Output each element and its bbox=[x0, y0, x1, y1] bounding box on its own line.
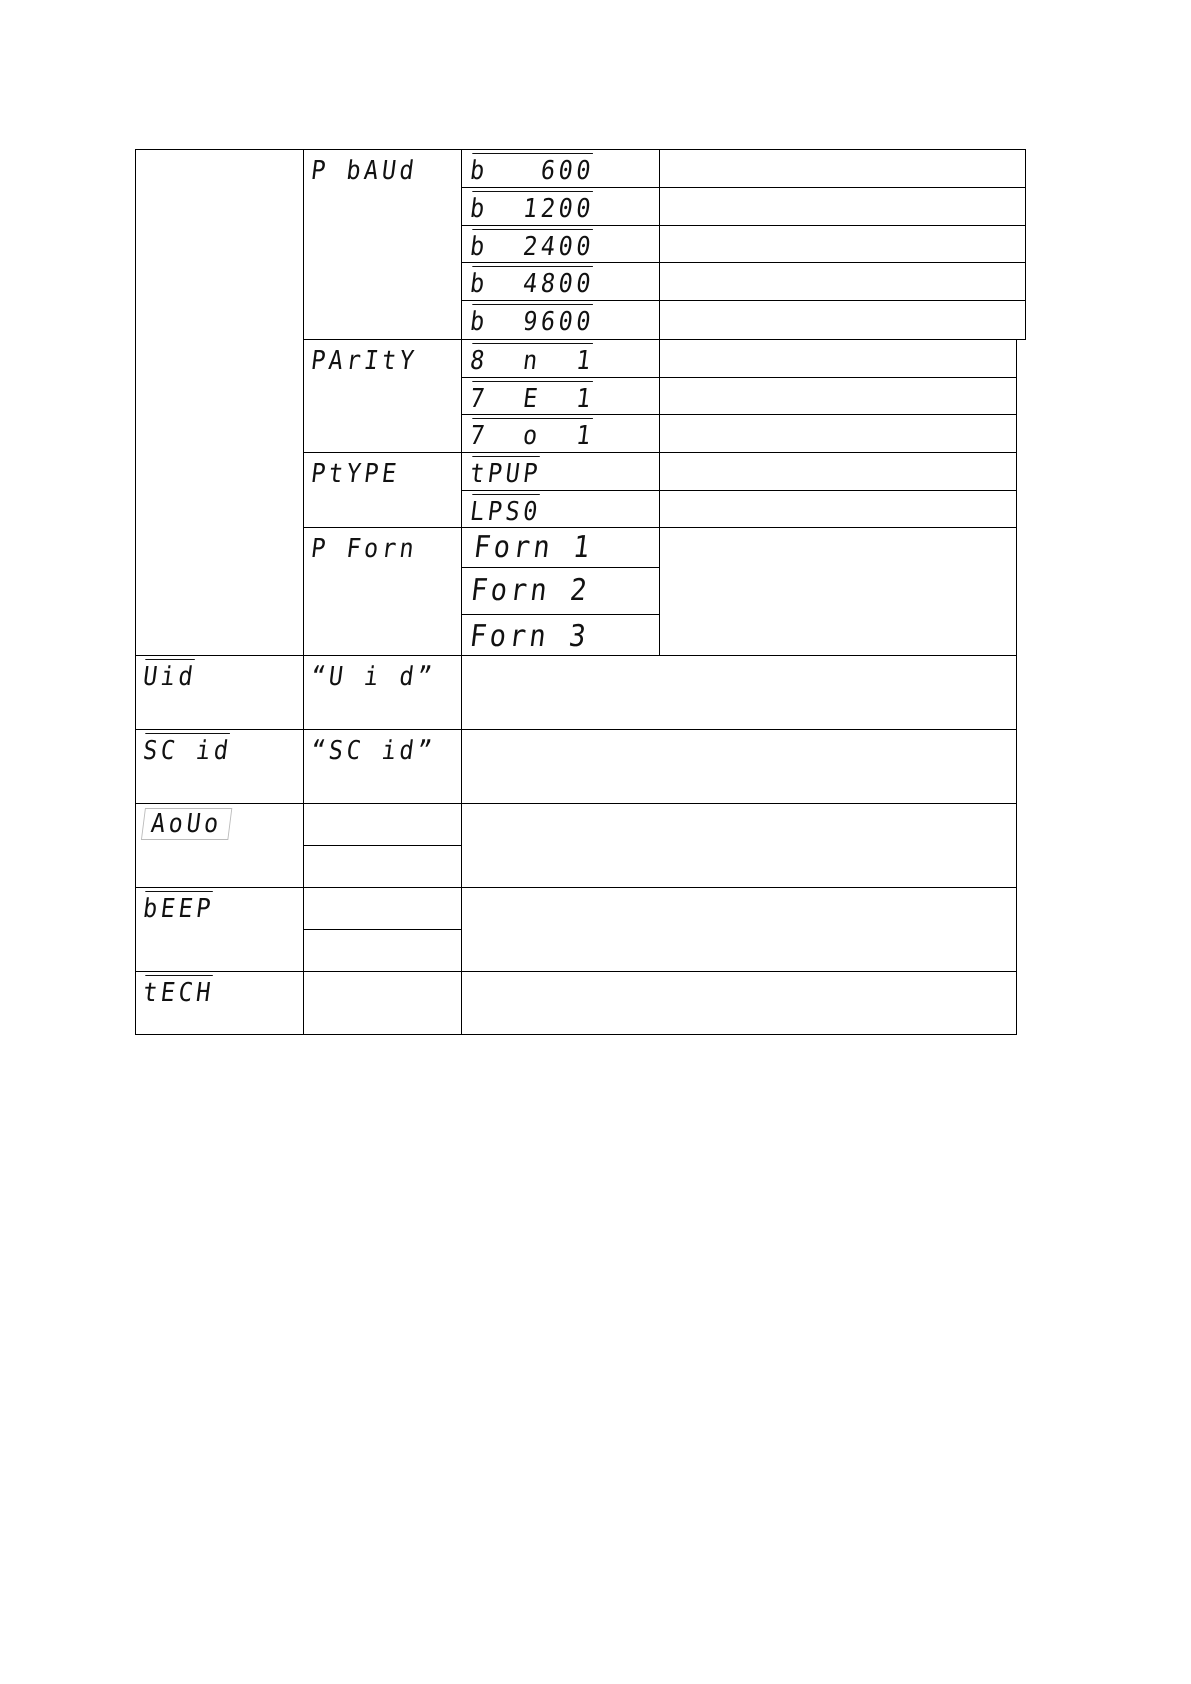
row-divider bbox=[461, 614, 659, 615]
table-left-border bbox=[135, 149, 136, 1035]
baud-value: b 600 bbox=[468, 156, 596, 186]
ptype-value: tPUP bbox=[468, 459, 543, 489]
baud-value: b 4800 bbox=[468, 269, 596, 299]
row-divider bbox=[461, 490, 1017, 491]
menu-uid: Uid bbox=[141, 662, 199, 692]
row-divider bbox=[303, 845, 461, 846]
row-divider bbox=[461, 225, 1026, 226]
param-ptype: PtYPE bbox=[309, 459, 402, 489]
row-divider bbox=[461, 377, 1017, 378]
parity-value: 8 n 1 bbox=[468, 346, 596, 376]
row-divider bbox=[135, 655, 1017, 656]
row-divider bbox=[461, 262, 1026, 263]
form-value: Forn 2 bbox=[468, 573, 593, 608]
baud-value: b 1200 bbox=[468, 194, 596, 224]
menu-tech: tECH bbox=[141, 978, 216, 1008]
table-right-border bbox=[1025, 149, 1026, 339]
form-value: Forn 3 bbox=[467, 619, 592, 654]
row-divider bbox=[135, 971, 1017, 972]
menu-aouo: AoUo bbox=[141, 808, 232, 840]
ptype-value: LPS0 bbox=[468, 497, 543, 527]
row-divider bbox=[461, 414, 1017, 415]
param-p-form: P Forn bbox=[309, 534, 420, 564]
row-divider bbox=[303, 339, 1026, 340]
form-value: Forn 1 bbox=[471, 530, 596, 565]
row-divider bbox=[135, 803, 1017, 804]
row-divider bbox=[303, 929, 461, 930]
table-bottom-border bbox=[135, 1034, 1017, 1035]
parity-value: 7 E 1 bbox=[468, 384, 596, 414]
row-divider bbox=[135, 729, 1017, 730]
row-divider bbox=[461, 567, 659, 568]
table-top-border bbox=[135, 149, 1026, 150]
row-divider bbox=[461, 300, 1026, 301]
menu-scid: SC id bbox=[141, 736, 234, 766]
parity-value: 7 o 1 bbox=[468, 421, 596, 451]
row-divider bbox=[135, 887, 1017, 888]
baud-value: b 9600 bbox=[468, 307, 596, 337]
param-p-baud: P bAUd bbox=[309, 156, 420, 186]
table-right-border bbox=[1016, 339, 1017, 1035]
baud-value: b 2400 bbox=[468, 232, 596, 262]
param-parity: PArItY bbox=[309, 346, 420, 376]
setting-uid: “U i d” bbox=[309, 662, 437, 692]
column-divider bbox=[303, 149, 304, 1035]
menu-beep: bEEP bbox=[141, 894, 216, 924]
row-divider bbox=[461, 187, 1026, 188]
setting-scid: “SC id” bbox=[309, 736, 437, 766]
column-divider bbox=[461, 149, 462, 1035]
row-divider bbox=[303, 452, 1017, 453]
row-divider bbox=[303, 527, 1017, 528]
